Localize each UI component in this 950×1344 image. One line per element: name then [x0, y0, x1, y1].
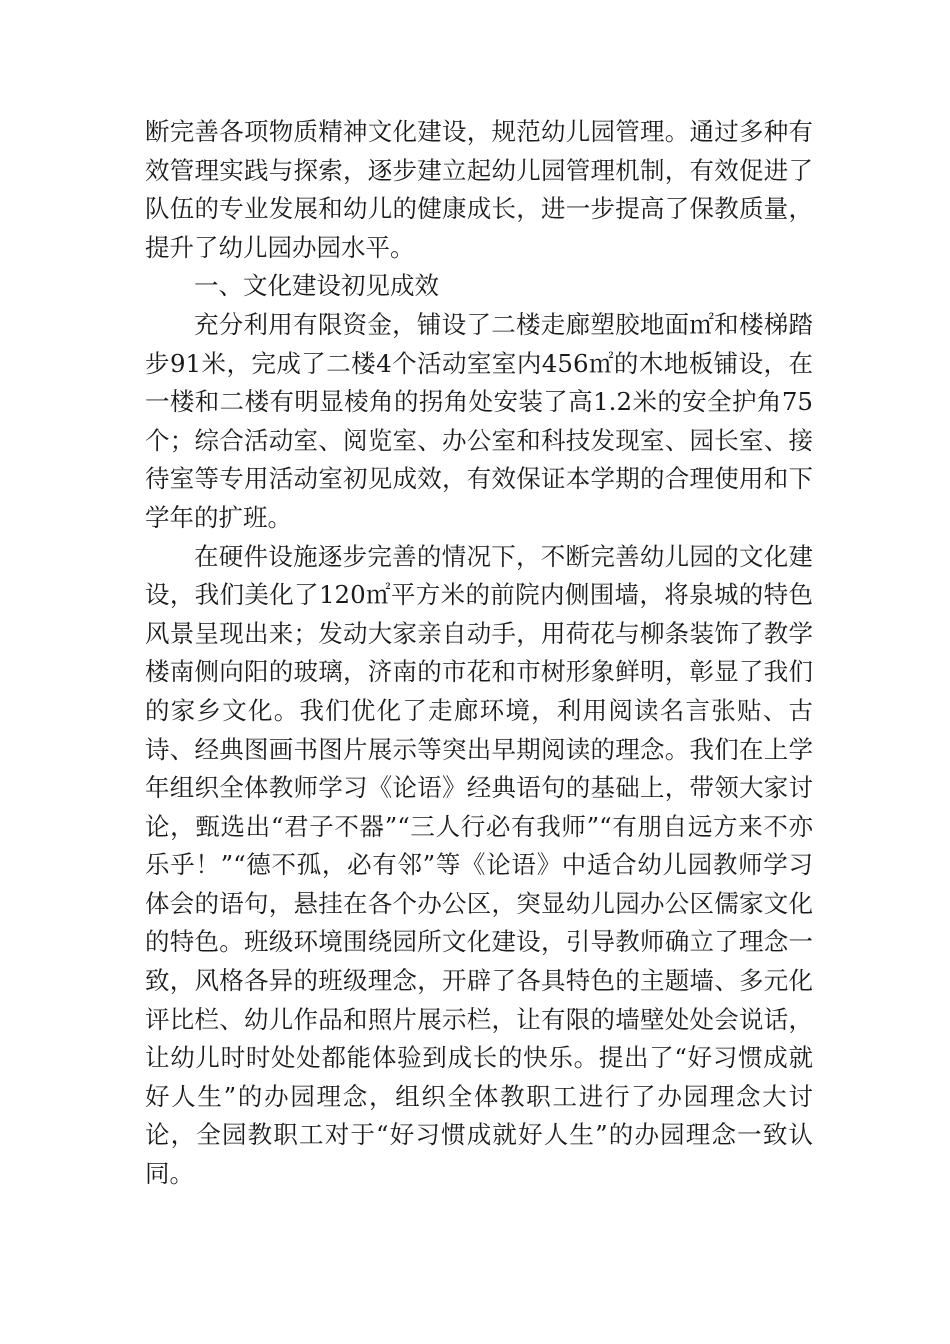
- section-heading: 一、文化建设初见成效: [194, 271, 439, 301]
- paragraph-facilities: 充分利用有限资金，铺设了二楼走廊塑胶地面㎡和楼梯踏步91米，完成了二楼4个活动室室内456㎡的木地板铺设，在一楼和二楼有明显棱角的拐角处安装了高1.2米的安全护角75个；综合活动室、阅览室、办公室和科技发现室、园长室、接待室等专用活动室初见成效，有效保证本学期的合理使用和下学年的扩班。: [145, 309, 813, 532]
- document-body: [145, 113, 813, 1194]
- paragraph-culture: 在硬件设施逐步完善的情况下，不断完善幼儿园的文化建设，我们美化了120㎡平方米的前院内侧围墙，将泉城的特色风景呈现出来；发动大家亲自动手，用荷花与柳条装饰了教学楼南侧向阳的玻璃，济南的市花和市树形象鲜明，彰显了我们的家乡文化。我们优化了走廊环境，利用阅读名言张贴、古诗、经典图画书图片展示等突出早期阅读的理念。我们在上学年组织全体教师学习《论语》经典语句的基础上，带领大家讨论，甄选出“君子不器”“三人行必有我师”“有朋自远方来不亦乐乎！”“德不孤，必有邻”等《论语》中适合幼儿园教师学习体会的语句，悬挂在各个办公区，突显幼儿园办公区儒家文化的特色。班级环境围绕园所文化建设，引导教师确立了理念一致，风格各异的班级理念，开辟了各具特色的主题墙、多元化评比栏、幼儿作品和照片展示栏，让有限的墙壁处处会说话，让幼儿时时处处都能体验到成长的快乐。提出了“好习惯成就好人生”的办园理念，组织全体教职工进行了办园理念大讨论，全园教职工对于“好习惯成就好人生”的办园理念一致认同。: [145, 541, 813, 1189]
- paragraph-continuation: 断完善各项物质精神文化建设，规范幼儿园管理。通过多种有效管理实践与探索，逐步建立起幼儿园管理机制，有效促进了队伍的专业发展和幼儿的健康成长，进一步提高了保教质量，提升了幼儿园办园水平。: [145, 117, 813, 262]
